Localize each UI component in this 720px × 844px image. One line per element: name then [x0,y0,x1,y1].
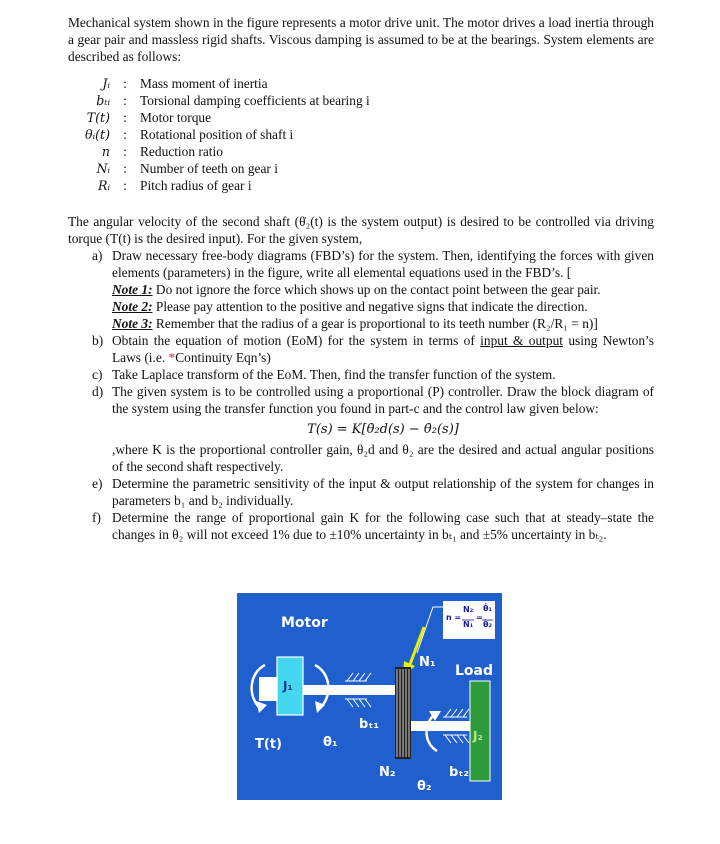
ratio-n-num: N₂ [463,605,474,614]
output-input-paragraph: The angular velocity of the second shaft (θ̇₂(t) is the system output) is desired to be controlled via driving torque (T(t) is the desired input). For the given system, [68,214,654,246]
definition-symbol: bₜᵢ [96,93,110,108]
task-f-text: Determine the range of proportional gain K for the following case such that at steady–state the changes in θ₂ will not exceed 1% due to ±10% uncertainty in bₜ₁ and ±5% uncertainty in bₜ₂. [112,510,654,542]
definition-symbol: Jᵢ [102,76,110,91]
note-3-label: Note 3: [112,316,153,331]
definition-symbol: Nᵢ [96,161,110,176]
theta1-label: θ₁ [323,735,338,750]
definition-symbol: T(t) [86,110,110,125]
definition-text: Torsional damping coefficients at bearing i [140,93,370,108]
definition-text: Motor torque [140,110,212,125]
ratio-n-den: N₁ [463,620,474,629]
task-d-where: ,where K is the proportional controller gain, θ₂d and θ₂ are the desired and actual angular positions of the second shaft respectively. [112,442,654,474]
task-b [68,332,654,366]
bt1-label: bₜ₁ [359,717,380,732]
ratio-leader-line [417,607,443,653]
task-marker: b) [92,333,104,348]
load-label: Load [455,663,494,679]
ratio-eq: = [476,613,483,622]
definitions-list [68,75,370,194]
bt2-label: bₜ₂ [449,765,470,780]
problem-statement [68,14,654,543]
task-marker: c) [92,367,103,382]
torque-label: T(t) [255,737,282,752]
definition-row: θᵢ(t) : Rotational position of shaft i [68,126,370,143]
j1-label: J₁ [283,679,293,693]
task-c [68,366,654,383]
task-list [68,247,654,543]
red-asterisk: * [168,350,176,365]
note-2-label: Note 2: [112,299,153,314]
motor-gear-figure [237,593,502,800]
j2-label: J₂ [473,729,483,743]
definition-row: Nᵢ : Number of teeth on gear i [68,160,370,177]
note-1-text: Do not ignore the force which shows up on the contact point between the gear pair. [152,282,601,297]
definition-symbol: θᵢ(t) [84,127,110,142]
intro-paragraph: Mechanical system shown in the figure represents a motor drive unit. The motor drives a load inertia through a gear pair and massless rigid shafts. Viscous damping is assumed to be at the bearings. System elements are described as follows: [68,15,654,64]
motor-label: Motor [281,615,328,631]
ratio-theta-num: θ̇₁ [483,604,492,613]
motor-stub [259,677,277,701]
task-c-text: Take Laplace transform of the EoM. Then, find the transfer function of the system. [112,367,556,382]
definition-symbol: Rᵢ [97,178,110,193]
ratio-lhs: n = [446,613,462,622]
task-d-text: The given system is to be controlled using a proportional (P) controller. Draw the block diagram of the system using the transfer function you found in part-c and the control law given below: [112,384,654,416]
task-b-text-1: Obtain the equation of motion (EoM) for the system in terms of [112,333,481,348]
task-marker: e) [92,476,103,491]
control-law-formula: T(s) = K[θ̇₂d(s) − θ̇₂(s)] [307,422,459,437]
definition-row: Jᵢ : Mass moment of inertia [68,75,370,92]
definition-text: Rotational position of shaft i [140,127,294,142]
shaft-1 [301,685,395,695]
task-f [68,509,654,543]
task-marker: a) [92,248,103,263]
definition-symbol: n [101,144,110,159]
n1-label: N₁ [419,655,436,670]
ratio-theta-den: θ̇₂ [483,620,492,629]
theta2-label: θ₂ [417,779,432,794]
note-2-text: Please pay attention to the positive and negative signs that indicate the direction. [152,299,588,314]
note-1-label: Note 1: [112,282,153,297]
definition-row: n : Reduction ratio [68,143,370,160]
task-b-text-2: using Newton’s Laws (i.e. [112,333,654,365]
task-d [68,383,654,475]
note-3-text: Remember that the radius of a gear is proportional to its teeth number (R₂/R₁ = n)] [152,316,598,331]
definition-row: bₜᵢ : Torsional damping coefficients at bearing i [68,92,370,109]
task-marker: d) [92,384,104,399]
task-b-text-3: Continuity Eqn’s) [175,350,271,365]
torque-arrow-left-head [256,701,267,713]
definition-text: Reduction ratio [140,144,223,159]
definition-text: Pitch radius of gear i [140,178,252,193]
definition-row: T(t) : Motor torque [68,109,370,126]
task-marker: f) [92,510,101,525]
task-e-text: Determine the parametric sensitivity of the input & output relationship of the system for changes in parameters b₁ and b₂ individually. [112,476,654,508]
n2-label: N₂ [379,765,396,780]
task-a [68,247,654,332]
task-e [68,475,654,509]
definition-text: Number of teeth on gear i [140,161,278,176]
definition-row: Rᵢ : Pitch radius of gear i [68,177,370,194]
task-a-text: Draw necessary free-body diagrams (FBD’s) for the system. Then, identifying the forces with given elements (parameters) in the figure, write all elemental equations used in the FBD’s. [ [112,248,654,280]
task-b-underlined: input & output [480,333,563,348]
definition-text: Mass moment of inertia [140,76,268,91]
